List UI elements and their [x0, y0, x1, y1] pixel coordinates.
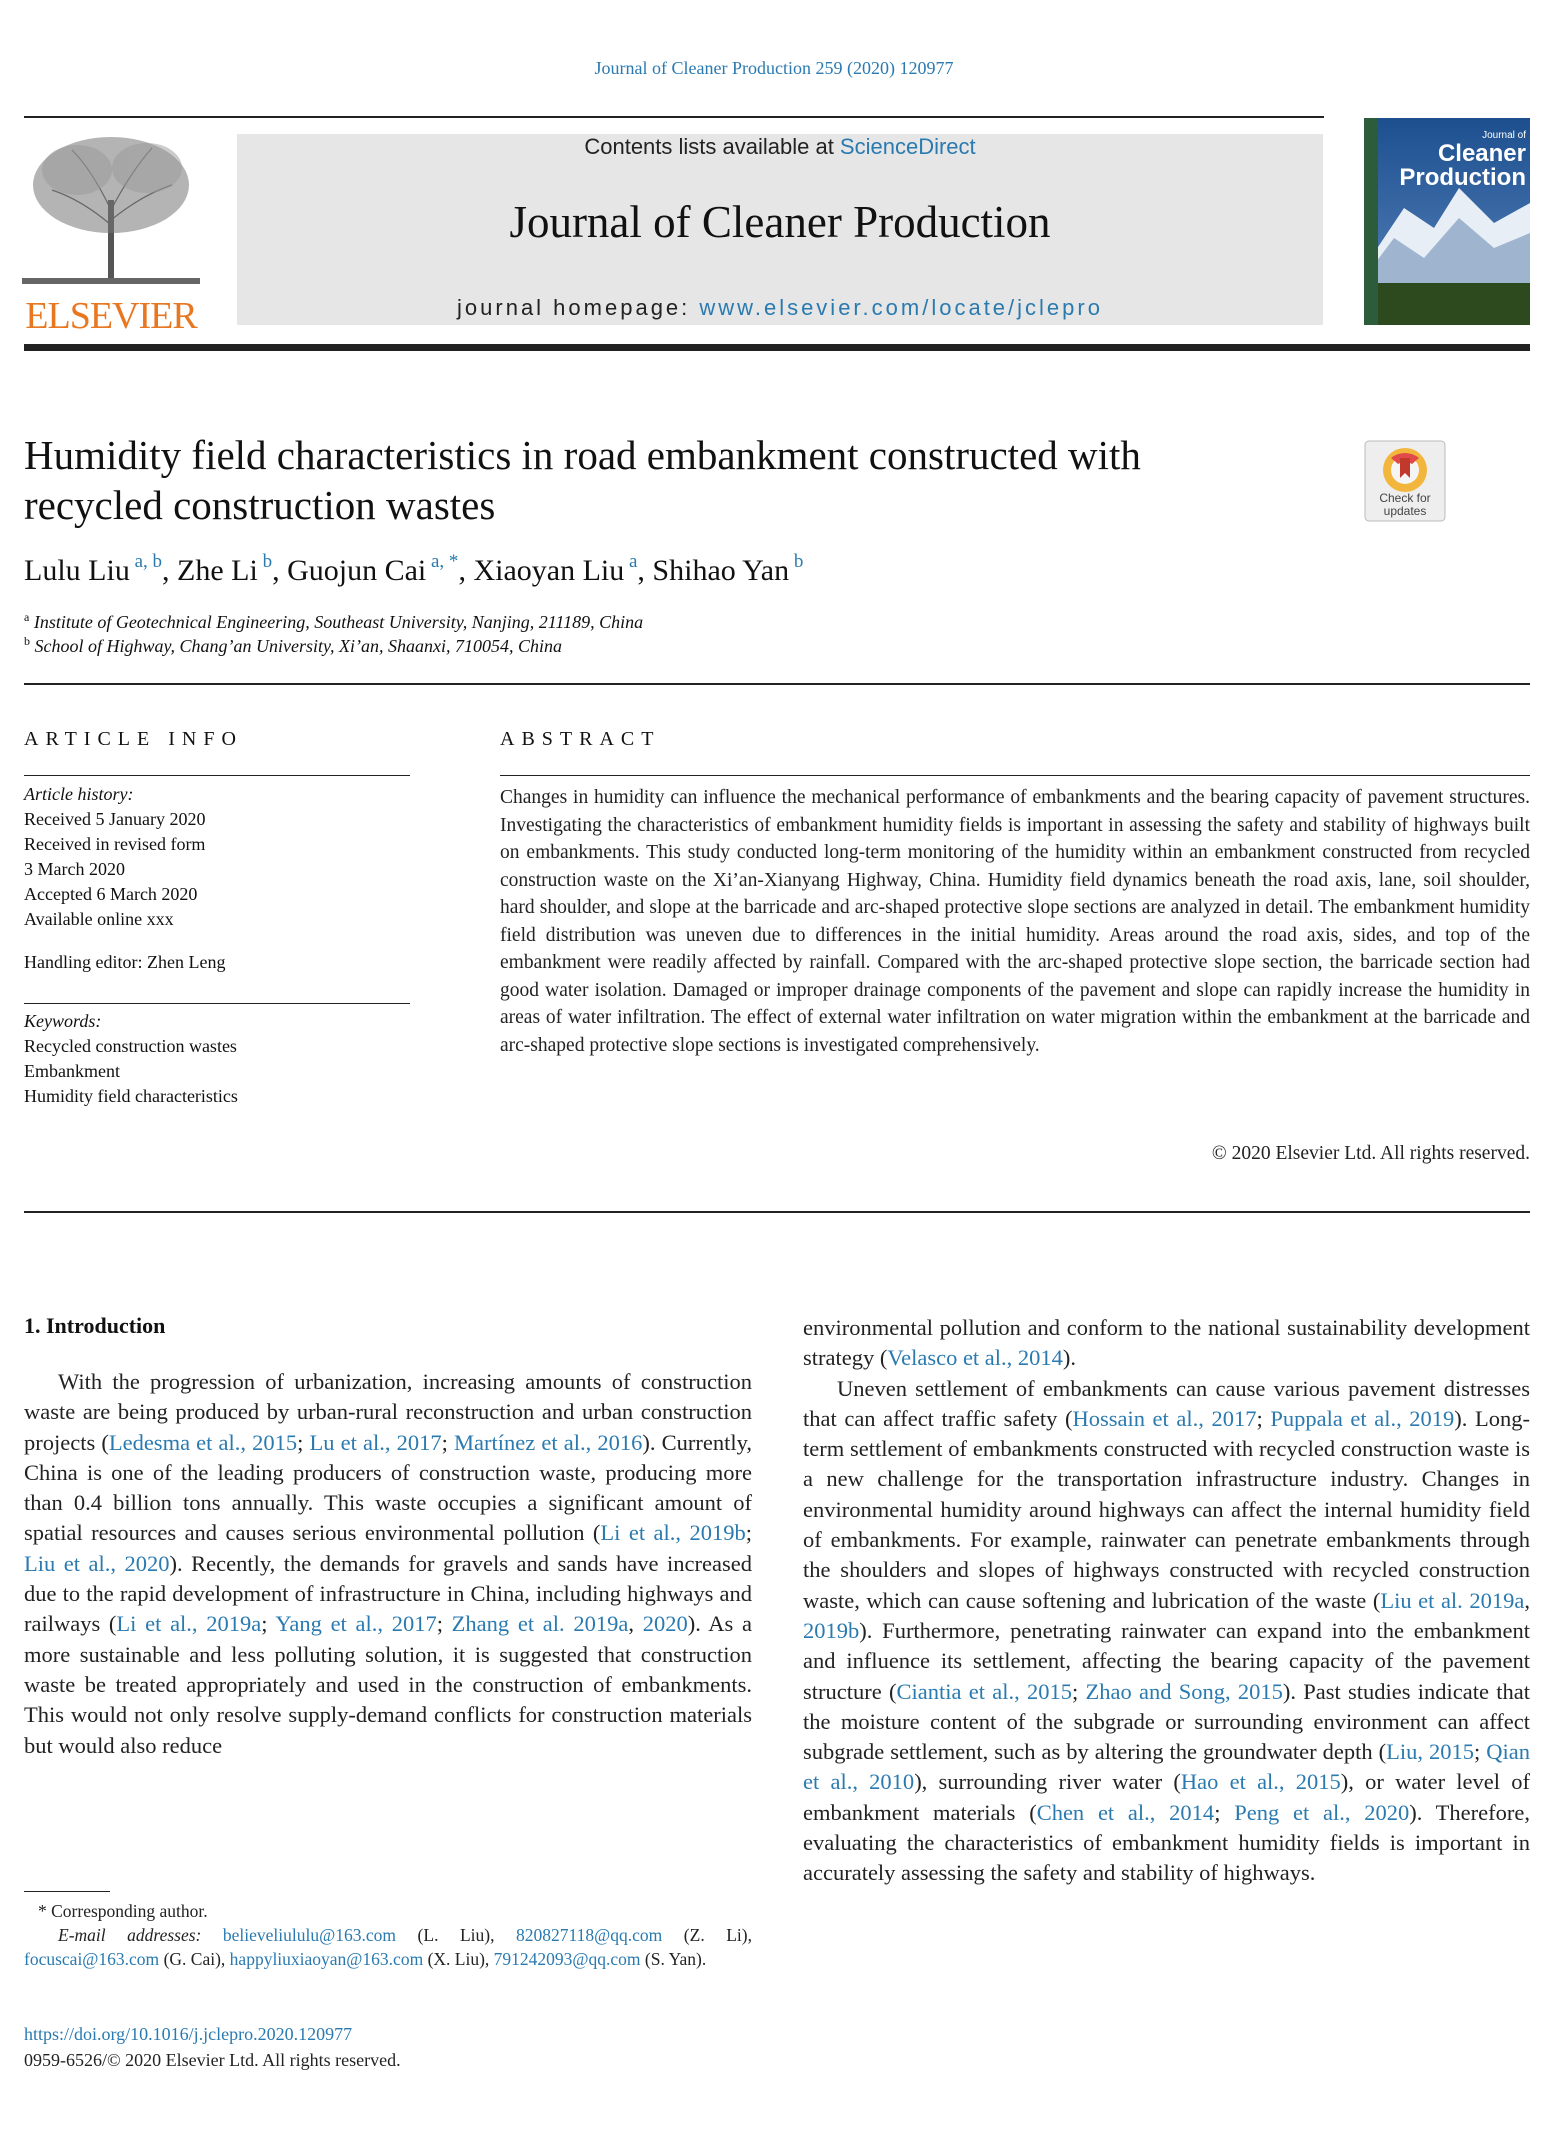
- author-separator: ,: [272, 554, 288, 587]
- keyword-item: Humidity field characteristics: [24, 1086, 238, 1106]
- intro-paragraph-1-cont: [803, 1313, 1530, 1374]
- abstract-heading: ABSTRACT: [500, 728, 661, 750]
- citation-link[interactable]: Puppala et al., 2019: [1270, 1405, 1455, 1431]
- author-name[interactable]: Xiaoyan Liu: [473, 554, 625, 587]
- citation-link[interactable]: 2020: [642, 1611, 688, 1637]
- cover-title-2: Production: [1399, 164, 1526, 191]
- history-accepted: Accepted 6 March 2020: [24, 884, 198, 904]
- citation-link[interactable]: Hossain et al., 2017: [1072, 1405, 1257, 1431]
- crossmark-text-2: updates: [1383, 504, 1427, 518]
- contents-prefix: Contents lists available at: [584, 134, 840, 159]
- email-link[interactable]: happyliuxiaoyan@163.com: [229, 1949, 424, 1969]
- citation-link[interactable]: Yang et al., 2017: [275, 1611, 437, 1637]
- citation-link[interactable]: 2019b: [803, 1617, 860, 1643]
- author-name[interactable]: Zhe Li: [177, 554, 258, 587]
- body-text: Uneven settlement of embankments can cause various pavement distresses that can affect traffic safety (: [803, 1375, 1530, 1431]
- abstract-bottom-rule: [24, 1211, 1530, 1213]
- body-text: ). Therefore, evaluating the characteristics of embankment humidity fields is important in accurately assessing the safety and stability of highways.: [803, 1799, 1530, 1886]
- affiliation-a: [24, 610, 643, 633]
- keywords-rule: [24, 1003, 410, 1004]
- email-link[interactable]: focuscai@163.com: [24, 1949, 160, 1969]
- intro-left-column: [24, 1367, 752, 1761]
- affiliation-mark-a: a: [24, 610, 30, 624]
- doi-link[interactable]: https://doi.org/10.1016/j.jclepro.2020.120977: [24, 2024, 353, 2044]
- journal-title: Journal of Cleaner Production: [509, 197, 1051, 247]
- author-affiliation-mark[interactable]: a, *: [426, 551, 459, 572]
- body-text: ,: [1524, 1587, 1530, 1613]
- article-info-rule: [24, 775, 410, 776]
- body-text: With the progression of urbanization, increasing amounts of construction waste are being produced by urban-rural reconstruction and urban construction projects (: [24, 1369, 752, 1455]
- history-label: Article history:: [24, 784, 134, 804]
- author-name[interactable]: Lulu Liu: [24, 554, 130, 587]
- email-owner: (S. Yan).: [640, 1949, 707, 1969]
- author-separator: ,: [458, 554, 474, 587]
- journal-reference[interactable]: Journal of Cleaner Production 259 (2020) 120977: [594, 58, 954, 78]
- citation-link[interactable]: Peng et al., 2020: [1234, 1799, 1410, 1825]
- email-link[interactable]: 820827118@qq.com: [516, 1925, 663, 1945]
- keyword-item: Recycled construction wastes: [24, 1036, 237, 1056]
- email-addresses: [24, 1923, 752, 1971]
- contents-line: [237, 134, 1323, 160]
- citation-link[interactable]: Qian et al., 2010: [803, 1739, 1530, 1795]
- affiliation-divider: [24, 683, 1530, 685]
- citation-link[interactable]: Ledesma et al., 2015: [108, 1429, 298, 1455]
- keywords-block: [24, 1009, 410, 1109]
- body-text: ;: [1214, 1799, 1235, 1825]
- footnote-rule: [24, 1891, 110, 1892]
- crossmark-text-1: Check for: [1379, 491, 1431, 505]
- body-text: ;: [441, 1429, 455, 1455]
- cover-title-small: Journal of: [1482, 130, 1526, 141]
- paper-title-line2: recycled construction wastes: [24, 482, 496, 528]
- email-owner: (Z. Li),: [662, 1925, 752, 1945]
- cover-title-1: Cleaner: [1437, 140, 1526, 167]
- paper-title-line1: Humidity field characteristics in road embankment constructed with: [24, 432, 1141, 478]
- header-top-rule: [24, 116, 1324, 118]
- author-separator: ,: [637, 554, 653, 587]
- author-affiliation-mark[interactable]: a, b: [129, 551, 163, 572]
- citation-link[interactable]: Zhang et al. 2019a: [451, 1611, 629, 1637]
- author-affiliation-mark[interactable]: b: [257, 551, 273, 572]
- body-text: ;: [745, 1520, 752, 1546]
- abstract-rule: [500, 775, 1530, 776]
- author-separator: ,: [162, 554, 178, 587]
- affiliation-text-a: Institute of Geotechnical Engineering, Southeast University, Nanjing, 211189, China: [33, 612, 644, 632]
- body-text: ;: [261, 1611, 276, 1637]
- author-list: [24, 551, 803, 588]
- citation-link[interactable]: Liu et al. 2019a: [1380, 1587, 1525, 1613]
- citation-link[interactable]: Martínez et al., 2016: [454, 1429, 643, 1455]
- issn-copyright: 0959-6526/© 2020 Elsevier Ltd. All rights reserved.: [24, 2050, 401, 2070]
- email-owner: (X. Liu),: [423, 1949, 494, 1969]
- body-text: ), surrounding river water (: [914, 1769, 1181, 1795]
- author-name[interactable]: Shihao Yan: [652, 554, 790, 587]
- body-text: ). As a more sustainable and less polluting solution, it is suggested that construction waste be treated appropriately and used in the construction of embankments. This would not only resolve supply-demand conflicts for construction materials but would also reduce: [24, 1611, 752, 1758]
- body-text: ;: [1474, 1739, 1487, 1765]
- body-text: ), or water level of embankment materials (: [803, 1769, 1531, 1825]
- sciencedirect-link[interactable]: ScienceDirect: [839, 134, 976, 159]
- article-info-heading: ARTICLE INFO: [24, 728, 243, 750]
- article-history: [24, 782, 410, 975]
- citation-link[interactable]: Velasco et al., 2014: [887, 1345, 1063, 1371]
- handling-editor: Handling editor: Zhen Leng: [24, 952, 226, 972]
- body-text: ). Past studies indicate that the moisture content of the subgrade or surrounding environment can affect subgrade settlement, such as by altering the groundwater depth (: [803, 1678, 1530, 1765]
- body-text: ;: [297, 1429, 310, 1455]
- elsevier-wordmark: ELSEVIER: [25, 295, 197, 337]
- affiliation-text-b: School of Highway, Chang’an University, Xi’an, Shaanxi, 710054, China: [34, 636, 562, 656]
- corresponding-author-note: * Corresponding author.: [38, 1901, 208, 1921]
- body-text: ). Long-term settlement of embankments constructed with recycled construction waste is a new challenge for the transportation infrastructure industry. Changes in environmental humidity around highways can affect the internal humidity field of embankments. For example, rainwater can penetrate embankments through the shoulders and slopes of highways constructed with recycled construction waste, which can cause softening and lubrication of the waste (: [803, 1405, 1530, 1613]
- author-affiliation-mark[interactable]: a: [624, 551, 638, 572]
- citation-link[interactable]: Hao et al., 2015: [1180, 1769, 1341, 1795]
- body-text: ;: [1256, 1405, 1271, 1431]
- history-revised-date: 3 March 2020: [24, 859, 125, 879]
- intro-paragraph-2: [803, 1374, 1530, 1889]
- history-received: Received 5 January 2020: [24, 809, 206, 829]
- intro-paragraph-1: [24, 1367, 752, 1761]
- citation-link[interactable]: Chen et al., 2014: [1036, 1799, 1215, 1825]
- affiliation-mark-b: b: [24, 634, 30, 648]
- citation-link[interactable]: Liu et al., 2020: [24, 1550, 170, 1576]
- email-label: E-mail addresses:: [58, 1925, 223, 1945]
- citation-link[interactable]: Liu, 2015: [1386, 1739, 1474, 1765]
- citation-link[interactable]: Zhao and Song, 2015: [1085, 1678, 1283, 1704]
- body-text: ).: [1062, 1345, 1077, 1371]
- author-affiliation-mark[interactable]: b: [789, 551, 804, 572]
- body-text: ;: [1071, 1678, 1086, 1704]
- body-text: ). Recently, the demands for gravels and sands have increased due to the rapid development of infrastructure in China, including highways and railways (: [24, 1550, 752, 1637]
- history-revised: Received in revised form: [24, 834, 206, 854]
- header-bottom-rule: [24, 344, 1530, 351]
- keyword-item: Embankment: [24, 1061, 120, 1081]
- email-owner: (L. Liu),: [396, 1925, 517, 1945]
- citation-link[interactable]: Ciantia et al., 2015: [896, 1678, 1072, 1704]
- intro-right-column: [803, 1313, 1530, 1889]
- abstract-copyright: © 2020 Elsevier Ltd. All rights reserved.: [1211, 1143, 1530, 1164]
- homepage-prefix: journal homepage:: [457, 295, 700, 320]
- body-text: ,: [628, 1611, 643, 1637]
- email-link[interactable]: believeliululu@163.com: [222, 1925, 397, 1945]
- author-name[interactable]: Guojun Cai: [287, 554, 427, 587]
- body-text: ). Currently, China is one of the leading producers of construction waste, producing more than 0.4 billion tons annually. This waste occupies a significant amount of spatial resources and causes serious environmental pollution (: [24, 1429, 752, 1546]
- keywords-label: Keywords:: [24, 1011, 102, 1031]
- email-link[interactable]: 791242093@qq.com: [493, 1949, 641, 1969]
- affiliation-b: [24, 634, 562, 657]
- history-online: Available online xxx: [24, 909, 174, 929]
- abstract-text: Changes in humidity can influence the mechanical performance of embankments and the bearing capacity of pavement structures. Investigating the characteristics of embankment humidity fields is important in assessing the safety and stability of highways built on embankments. This study conducted long-term monitoring of the humidity within an embankment constructed from recycled construction waste on the Xi’an-Xianyang Highway, China. Humidity field dynamics beneath the road axis, lane, soil shoulder, hard shoulder, and slope at the barricade and arc-shaped protective slope sections are analyzed in detail. The embankment humidity field distribution was uneven due to differences in the initial humidity. Areas around the road axis, sides, and top of the embankment were readily affected by rainfall. Compared with the arc-shaped protective slope section, the barricade section had good water isolation. Damaged or improper drainage components of the pavement and slope can rapidly increase the humidity in areas of water infiltration. The effect of external water infiltration on water migration within the embankment at the barricade and arc-shaped protective slope sections is investigated comprehensively.: [500, 787, 1530, 1056]
- body-text: ;: [436, 1611, 452, 1637]
- body-text: ). Furthermore, penetrating rainwater can expand into the embankment and influence its settlement, affecting the bearing capacity of the pavement structure (: [803, 1617, 1530, 1704]
- citation-link[interactable]: Li et al., 2019a: [116, 1611, 262, 1637]
- body-text: environmental pollution and conform to the national sustainability development strategy (: [803, 1315, 1530, 1371]
- paper-title: [24, 430, 1344, 530]
- homepage-line: [237, 295, 1323, 321]
- introduction-heading: 1. Introduction: [24, 1313, 166, 1338]
- citation-link[interactable]: Lu et al., 2017: [309, 1429, 442, 1455]
- citation-link[interactable]: Li et al., 2019b: [600, 1520, 746, 1546]
- email-owner: (G. Cai),: [159, 1949, 230, 1969]
- corresponding-footnote: [24, 1899, 752, 1971]
- homepage-link[interactable]: www.elsevier.com/locate/jclepro: [699, 295, 1103, 320]
